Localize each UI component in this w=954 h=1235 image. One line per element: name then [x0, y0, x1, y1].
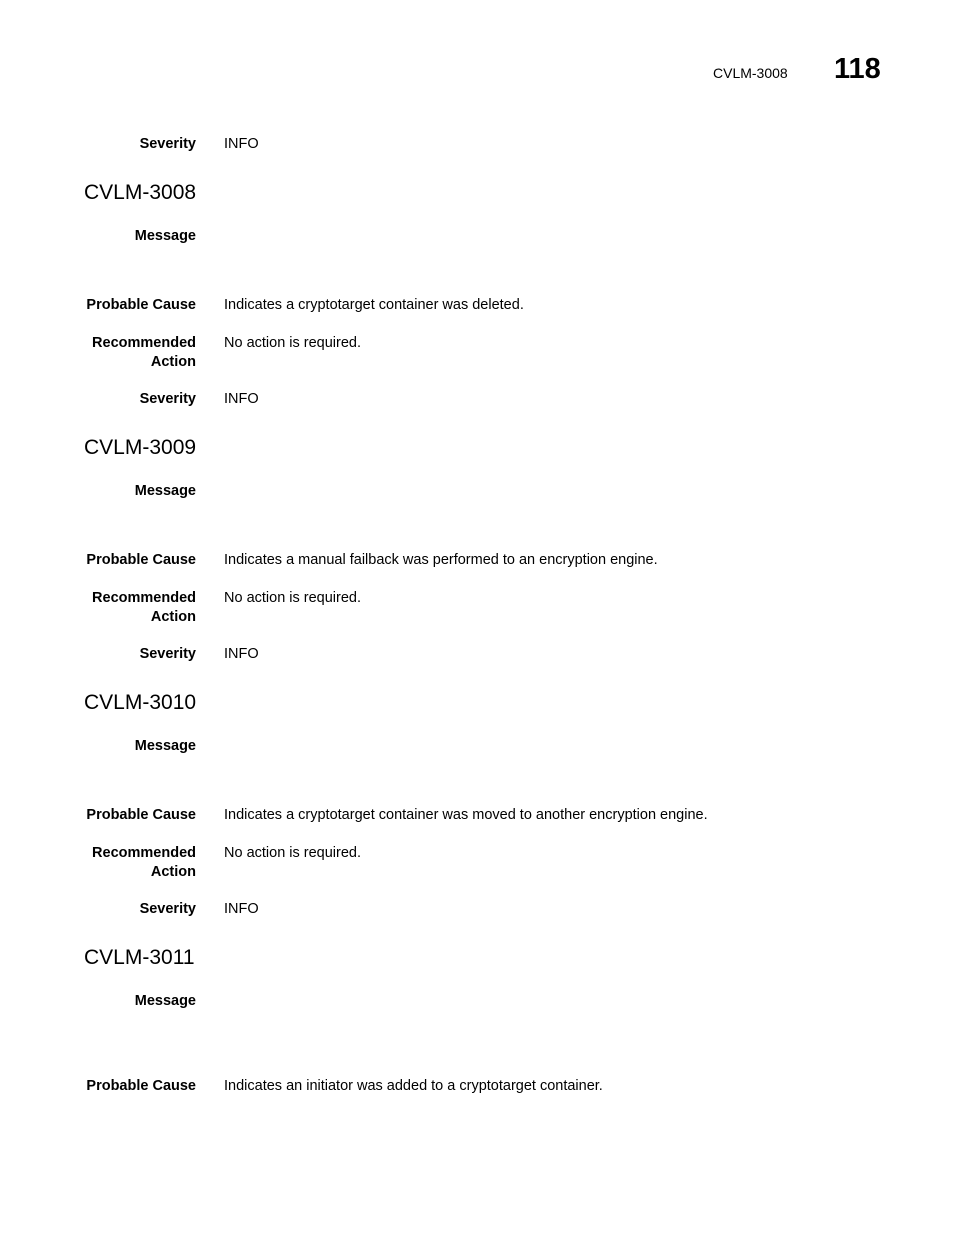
entry-heading: CVLM-3011: [84, 946, 195, 969]
severity-value: INFO: [224, 901, 259, 917]
severity-label: Severity: [139, 391, 196, 407]
entry-heading: CVLM-3010: [84, 691, 197, 714]
probable-cause-value: Indicates a manual failback was performed to an encryption engine.: [224, 552, 658, 568]
recommended-action-label: [40, 589, 196, 627]
message-label: Message: [134, 993, 196, 1009]
recommended-word: Recommended: [92, 590, 196, 606]
probable-cause-label: Probable Cause: [86, 1078, 196, 1094]
probable-cause-value: Indicates an initiator was added to a cryptotarget container.: [224, 1078, 603, 1094]
probable-cause-label: Probable Cause: [86, 552, 196, 568]
recommended-action-value: No action is required.: [224, 845, 362, 861]
severity-value: INFO: [224, 136, 259, 152]
action-word: Action: [150, 609, 196, 625]
recommended-word: Recommended: [92, 335, 196, 351]
entry-heading: CVLM-3008: [84, 181, 197, 204]
recommended-action-label: [40, 334, 196, 372]
probable-cause-value: Indicates a cryptotarget container was deleted.: [224, 297, 524, 313]
probable-cause-value: Indicates a cryptotarget container was moved to another encryption engine.: [224, 807, 708, 823]
recommended-action-value: No action is required.: [224, 590, 362, 606]
severity-value: INFO: [224, 646, 259, 662]
probable-cause-label: Probable Cause: [86, 297, 196, 313]
severity-label: Severity: [139, 136, 196, 152]
probable-cause-label: Probable Cause: [86, 807, 196, 823]
chapter-number: 118: [834, 53, 881, 85]
severity-value: INFO: [224, 391, 259, 407]
header-section-label: CVLM-3008: [713, 65, 788, 81]
severity-label: Severity: [139, 901, 196, 917]
recommended-word: Recommended: [92, 845, 196, 861]
recommended-action-label: [40, 844, 196, 882]
message-label: Message: [134, 738, 196, 754]
message-label: Message: [134, 483, 196, 499]
message-label: Message: [134, 228, 196, 244]
severity-label: Severity: [139, 646, 196, 662]
recommended-action-value: No action is required.: [224, 335, 362, 351]
action-word: Action: [150, 864, 196, 880]
action-word: Action: [150, 354, 196, 370]
entry-heading: CVLM-3009: [84, 436, 197, 459]
